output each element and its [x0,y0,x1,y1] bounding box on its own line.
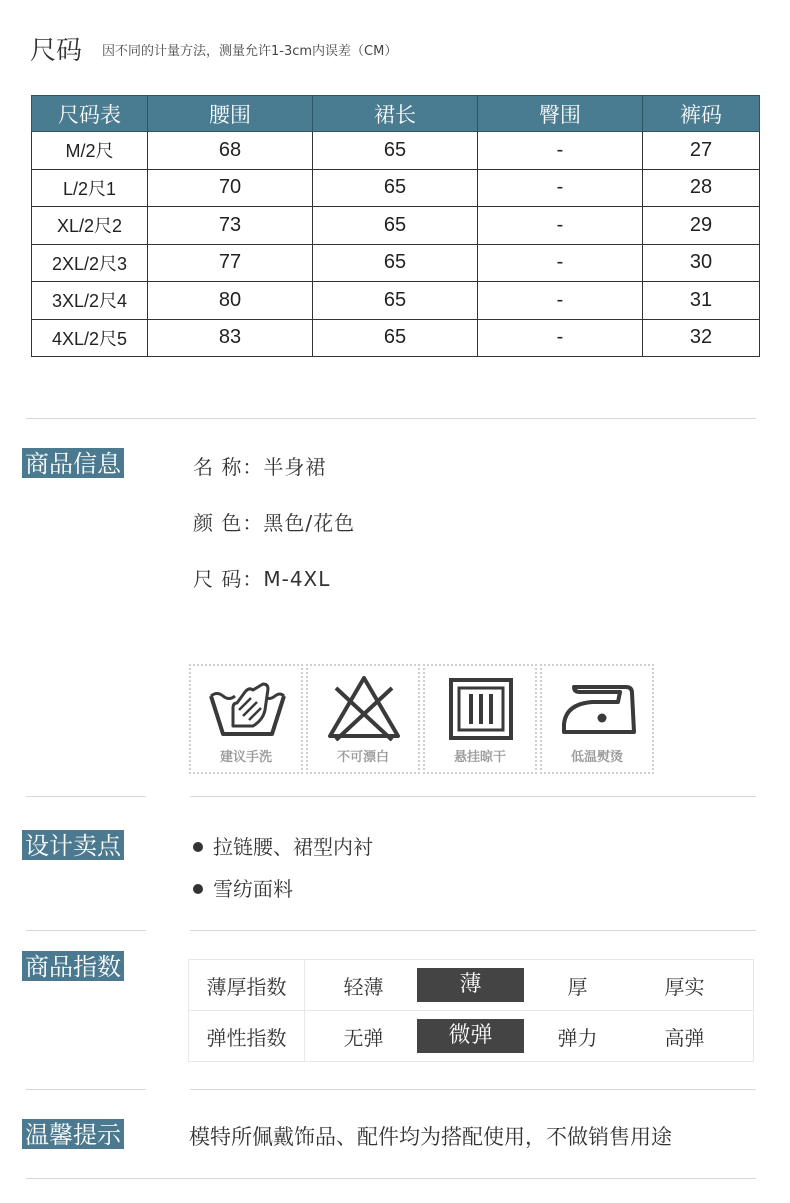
index-option-selected: 微弹 [417,1019,524,1053]
table-cell: 65 [313,169,478,207]
divider [26,1178,756,1179]
care-label: 悬挂晾干 [453,750,506,765]
size-table [31,95,760,357]
table-cell: - [478,244,643,282]
index-option: 高弹 [664,1025,705,1050]
table-cell: L/2尺1 [32,169,148,207]
hand-wash-icon [205,674,290,744]
index-option: 弹力 [557,1025,598,1050]
size-table-header [32,96,760,132]
tips-tag: 温馨提示 [22,1119,124,1149]
divider [26,796,146,797]
index-tag: 商品指数 [22,951,124,981]
table-cell: - [478,169,643,207]
tips-text: 模特所佩戴饰品、配件均为搭配使用，不做销售用途 [189,1125,672,1149]
index-label: 弹性指数 [189,1011,305,1062]
index-row-elasticity [189,1011,754,1062]
table-cell: - [478,319,643,357]
header-cell: 裤码 [643,96,760,132]
table-cell: 65 [313,244,478,282]
index-table [188,959,754,1062]
size-title: 尺码 [30,36,83,66]
design-tag: 设计卖点 [22,830,124,860]
product-info-tag: 商品信息 [22,448,124,478]
table-cell: 29 [643,207,760,245]
header-cell: 臀围 [478,96,643,132]
index-option: 轻薄 [343,974,384,999]
header-cell: 尺码表 [32,96,148,132]
table-cell: 80 [148,282,313,320]
table-cell: 65 [313,282,478,320]
table-cell: 65 [313,319,478,357]
hang-dry-icon [439,674,524,744]
care-item [189,664,303,774]
product-color: 颜 色：黑色/花色 [193,511,356,535]
table-cell: 65 [313,207,478,245]
no-bleach-icon [322,674,407,744]
header-cell: 腰围 [148,96,313,132]
divider [26,930,146,931]
table-cell: 30 [643,244,760,282]
product-size: 尺 码：M-4XL [193,567,331,591]
table-cell: 68 [148,132,313,170]
table-cell: 2XL/2尺3 [32,244,148,282]
divider [26,418,756,419]
header-cell: 裙长 [313,96,478,132]
table-row [32,169,760,207]
table-cell: 83 [148,319,313,357]
table-cell: - [478,282,643,320]
table-cell: M/2尺 [32,132,148,170]
index-label: 薄厚指数 [189,960,305,1011]
table-cell: 31 [643,282,760,320]
table-cell: - [478,132,643,170]
table-cell: 3XL/2尺4 [32,282,148,320]
table-row [32,319,760,357]
divider [190,930,756,931]
table-cell: - [478,207,643,245]
product-name: 名 称：半身裙 [193,455,327,479]
table-cell: 28 [643,169,760,207]
table-row [32,207,760,245]
divider [190,1089,756,1090]
table-cell: 32 [643,319,760,357]
index-option: 无弹 [343,1025,384,1050]
bullet-dot [193,842,203,852]
care-label: 建议手洗 [219,750,272,765]
size-note: 因不同的计量方法，测量允许1-3cm内误差（CM） [102,44,398,59]
design-point: 雪纺面料 [193,873,293,902]
care-icons [189,664,657,774]
table-row [32,132,760,170]
low-iron-icon [556,674,641,744]
index-option: 厚 [567,974,588,999]
table-cell: 70 [148,169,313,207]
index-option-selected: 薄 [417,968,524,1002]
table-cell: 65 [313,132,478,170]
care-item [423,664,537,774]
table-cell: 77 [148,244,313,282]
care-label: 低温熨烫 [570,750,623,765]
design-point: 拉链腰、裙型内衬 [193,831,373,860]
care-label: 不可漂白 [336,750,389,765]
divider [26,1089,146,1090]
care-item [306,664,420,774]
table-cell: 27 [643,132,760,170]
table-row [32,282,760,320]
bullet-dot [193,884,203,894]
table-row [32,244,760,282]
table-cell: 4XL/2尺5 [32,319,148,357]
index-row-thickness [189,960,754,1011]
divider [190,796,756,797]
table-cell: XL/2尺2 [32,207,148,245]
care-item [540,664,654,774]
table-cell: 73 [148,207,313,245]
index-option: 厚实 [664,974,705,999]
